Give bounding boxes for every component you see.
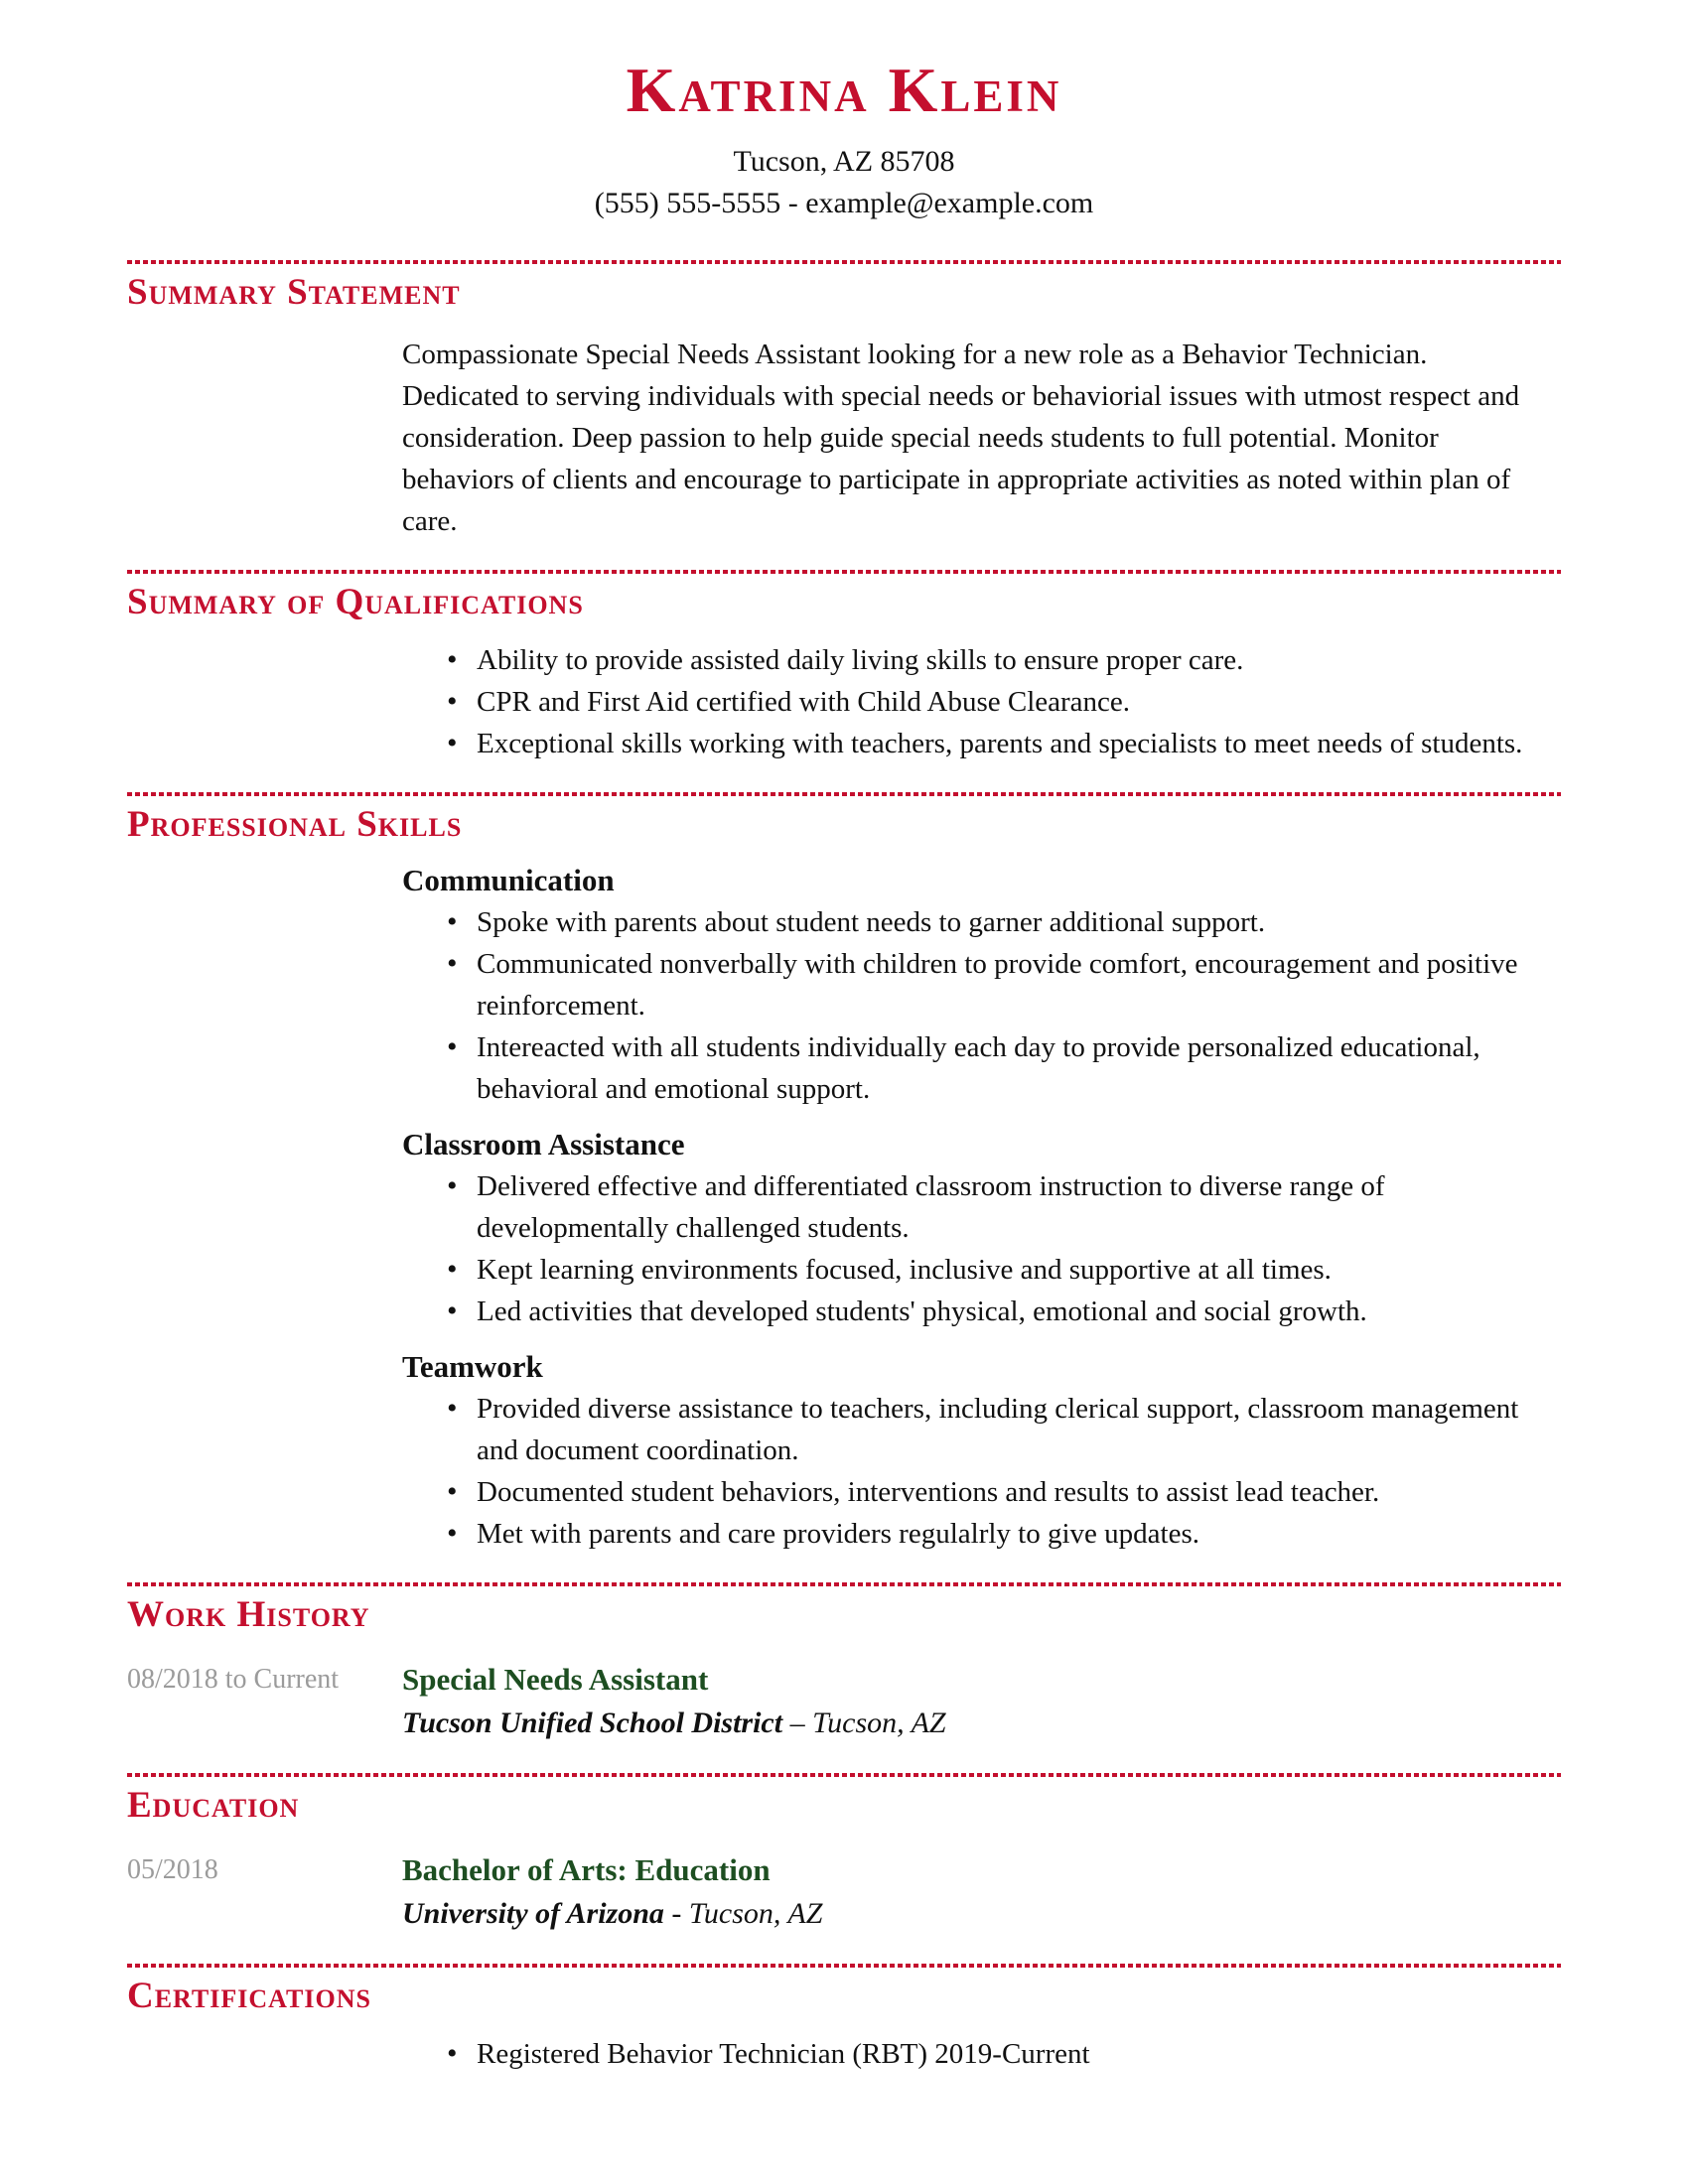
degree-title: Bachelor of Arts: Education [402, 1852, 771, 1887]
work-history-entry [127, 1658, 1561, 1745]
list-item: • Met with parents and care providers regulalrly to give updates. [447, 1513, 1549, 1555]
section-divider [127, 792, 1561, 796]
school-line [402, 1892, 1561, 1936]
bullet-list [402, 901, 1549, 1110]
summary-statement-paragraph: Compassionate Special Needs Assistant looking for a new role as a Behavior Technician. Dedicated to serving individuals with special needs or behaviorial issues with utmost respect and consideration. Deep passion to help guide special needs students to full potential. Monitor behaviors of clients and encourage to participate in appropriate activities as noted within plan of care. [402, 339, 1520, 537]
contact-phone: (555) 555-5555 [594, 187, 781, 219]
section-title-summary-statement: Summary Statement [127, 272, 461, 313]
contact-separator: - [780, 187, 806, 219]
bullet-list [402, 1165, 1549, 1332]
list-item: • Intereacted with all students individually each day to provide personalized educational, behavioral and emotional support. [447, 1026, 1549, 1110]
contact-block [0, 141, 1688, 224]
section-divider [127, 1964, 1561, 1968]
section-title-certifications: Certifications [127, 1976, 371, 2016]
certifications-list [402, 2033, 1549, 2075]
contact-phone-email [0, 183, 1688, 224]
skill-list-teamwork [402, 1388, 1549, 1555]
section-title-education: Education [127, 1785, 300, 1826]
section-divider [127, 1582, 1561, 1586]
qualifications-list [402, 639, 1549, 764]
list-item: • Spoke with parents about student needs to garner additional support. [447, 901, 1549, 943]
contact-location: Tucson, AZ 85708 [733, 145, 955, 178]
skill-list-communication [402, 901, 1549, 1110]
education-date: 05/2018 [127, 1854, 218, 1885]
employer-name: Tucson Unified School District [402, 1706, 783, 1739]
list-item: • Ability to provide assisted daily living skills to ensure proper care. [447, 639, 1549, 681]
list-item: • Registered Behavior Technician (RBT) 2019-Current [447, 2033, 1549, 2075]
section-title-professional-skills: Professional Skills [127, 804, 463, 845]
list-item: • Led activities that developed students' physical, emotional and social growth. [447, 1291, 1549, 1332]
section-divider [127, 260, 1561, 264]
section-divider [127, 1773, 1561, 1777]
bullet-list [402, 1388, 1549, 1555]
employer-line [402, 1702, 1561, 1745]
qualifications-list-wrap [402, 639, 1549, 764]
section-title-work-history: Work History [127, 1594, 370, 1635]
skill-list-classroom-assistance [402, 1165, 1549, 1332]
list-item: • Documented student behaviors, interventions and results to assist lead teacher. [447, 1471, 1549, 1513]
school-name: University of Arizona [402, 1897, 664, 1930]
education-entry-details [402, 1848, 1561, 1936]
job-title: Special Needs Assistant [402, 1662, 709, 1697]
skill-group-communication: Communication [402, 863, 615, 897]
section-divider [127, 570, 1561, 574]
work-date-range: 08/2018 to Current [127, 1664, 340, 1695]
education-entry [127, 1848, 1561, 1936]
school-location: - Tucson, AZ [663, 1897, 823, 1930]
certifications-list-wrap [402, 2033, 1549, 2075]
section-title-summary-of-qualifications: Summary of Qualifications [127, 582, 584, 622]
skill-group-teamwork: Teamwork [402, 1349, 543, 1384]
list-item: • CPR and First Aid certified with Child Abuse Clearance. [447, 681, 1549, 723]
list-item: • Communicated nonverbally with children to provide comfort, encouragement and positive reinforcement. [447, 943, 1549, 1026]
candidate-name: Katrina Klein [626, 55, 1062, 125]
skill-group-classroom-assistance: Classroom Assistance [402, 1127, 685, 1161]
list-item: • Exceptional skills working with teachers, parents and specialists to meet needs of students. [447, 723, 1549, 764]
list-item: • Provided diverse assistance to teachers, including clerical support, classroom management and document coordination. [447, 1388, 1549, 1471]
contact-email: example@example.com [805, 187, 1094, 219]
work-entry-details [402, 1658, 1561, 1745]
list-item: • Delivered effective and differentiated classroom instruction to diverse range of developmentally challenged students. [447, 1165, 1549, 1249]
list-item: • Kept learning environments focused, inclusive and supportive at all times. [447, 1249, 1549, 1291]
employer-location: – Tucson, AZ [782, 1706, 946, 1739]
resume-header [0, 0, 1688, 224]
